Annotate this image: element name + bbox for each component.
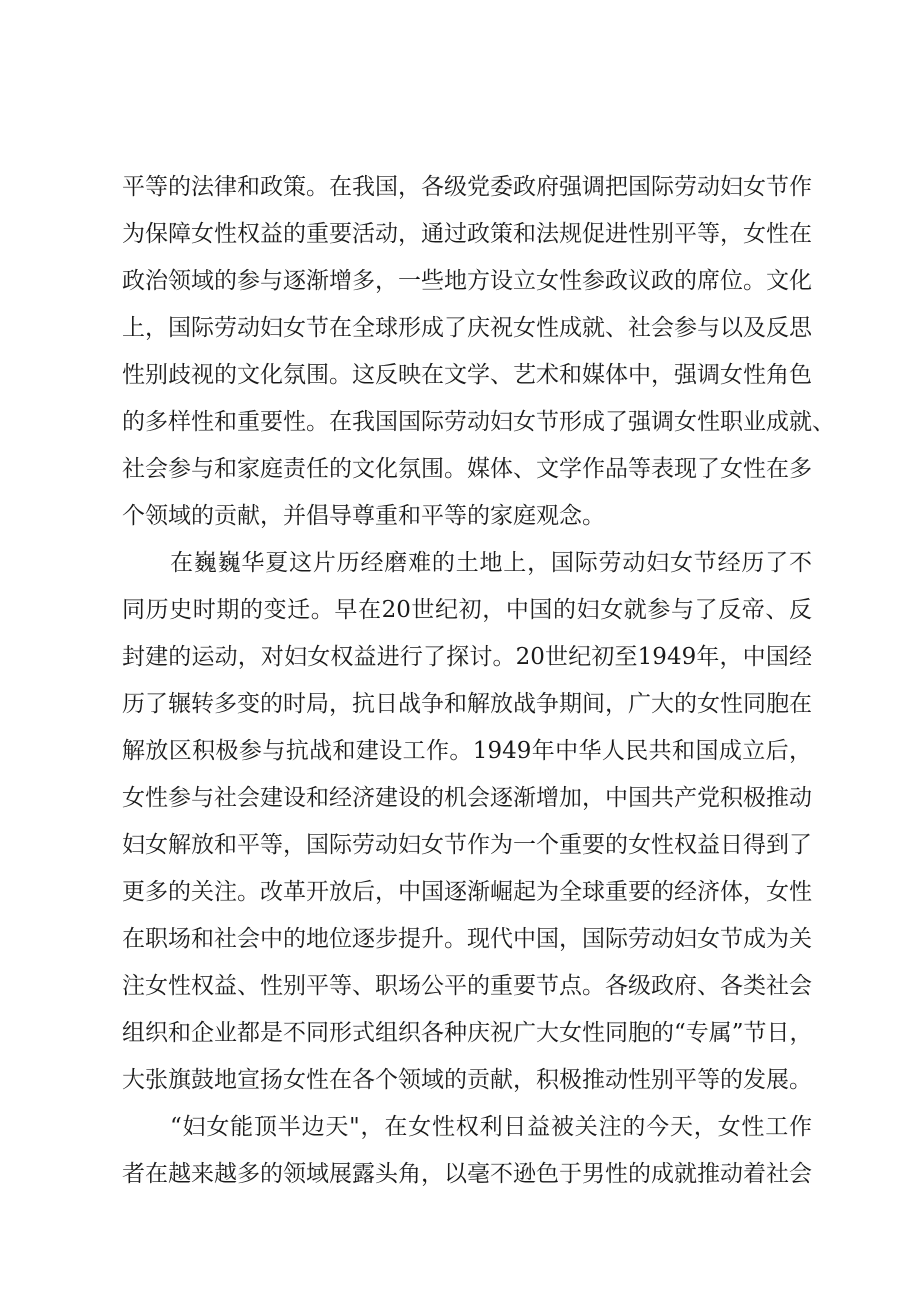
paragraph — [122, 164, 835, 540]
text-line: 上，国际劳动妇女节在全球形成了庆祝女性成就、社会参与以及反思 — [122, 315, 812, 341]
text-line: 在巍巍华夏这片历经磨难的土地上，国际劳动妇女节经历了不 — [170, 550, 812, 576]
text-line: 大张旗鼓地宣扬女性在各个领域的贡献，积极推动性别平等的发展。 — [122, 1067, 812, 1093]
text-line: 更多的关注。改革开放后，中国逐渐崛起为全球重要的经济体，女性 — [122, 879, 812, 905]
text-line: 社会参与和家庭责任的文化氛围。媒体、文学作品等表现了女性在多 — [122, 456, 812, 482]
text-line: 注女性权益、性别平等、职场公平的重要节点。各级政府、各类社会 — [122, 973, 812, 999]
text-line: 同历史时期的变迁。早在20世纪初，中国的妇女就参与了反帝、反 — [122, 597, 812, 623]
text-line: 平等的法律和政策。在我国，各级党委政府强调把国际劳动妇女节作 — [122, 174, 812, 200]
text-line: 为保障女性权益的重要活动，通过政策和法规促进性别平等，女性在 — [122, 221, 812, 247]
text-line: “妇女能顶半边天"，在女性权利日益被关注的今天，女性工作 — [170, 1114, 812, 1140]
text-line: 封建的运动，对妇女权益进行了探讨。20世纪初至1949年，中国经 — [122, 644, 812, 670]
text-line: 妇女解放和平等，国际劳动妇女节作为一个重要的女性权益日得到了 — [122, 832, 812, 858]
text-line: 政治领域的参与逐渐增多，一些地方设立女性参政议政的席位。文化 — [122, 268, 812, 294]
text-line: 的多样性和重要性。在我国国际劳动妇女节形成了强调女性职业成就、 — [122, 409, 835, 435]
text-line: 组织和企业都是不同形式组织各种庆祝广大女性同胞的“专属”节日， — [122, 1020, 813, 1046]
text-line: 历了辗转多变的时局，抗日战争和解放战争期间，广大的女性同胞在 — [122, 691, 812, 717]
paragraph — [122, 540, 812, 1104]
text-line: 在职场和社会中的地位逐步提升。现代中国，国际劳动妇女节成为关 — [122, 926, 812, 952]
text-line: 解放区积极参与抗战和建设工作。1949年中华人民共和国成立后， — [122, 738, 812, 764]
text-line: 性别歧视的文化氛围。这反映在文学、艺术和媒体中，强调女性角色 — [122, 362, 812, 388]
text-line: 个领域的贡献，并倡导尊重和平等的家庭观念。 — [122, 503, 605, 529]
text-line: 女性参与社会建设和经济建设的机会逐渐增加，中国共产党积极推动 — [122, 785, 812, 811]
body-text — [122, 164, 835, 1198]
text-line: 者在越来越多的领域展露头角，以毫不逊色于男性的成就推动着社会 — [122, 1161, 812, 1187]
paragraph — [122, 1104, 812, 1198]
